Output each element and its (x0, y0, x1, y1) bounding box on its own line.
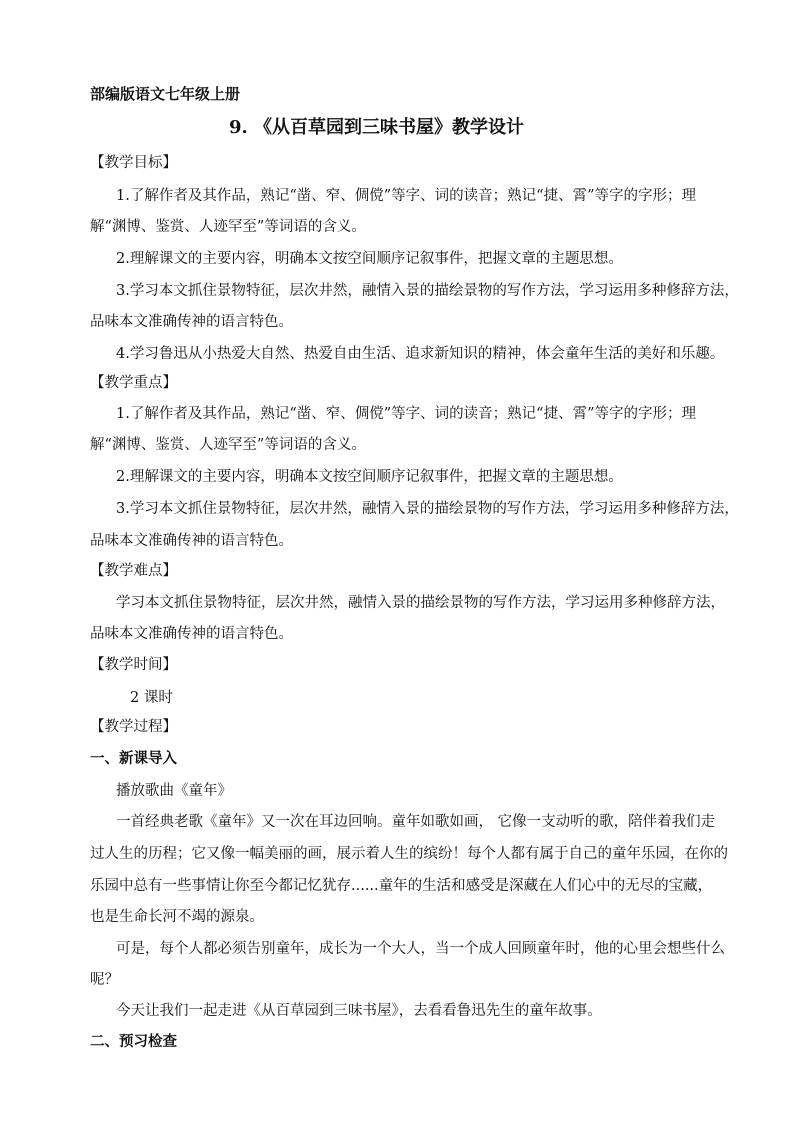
today-intro: 今天让我们一起走进《从百草园到三味书屋》，去看看鲁迅先生的童年故事。 (116, 1003, 602, 1019)
difficulty-line-2: 品味本文准确传神的语言特色。 (90, 626, 293, 642)
section-heading-objectives: 【教学目标】 (90, 155, 177, 171)
objective-2: 2.理解课文的主要内容，明确本文按空间顺序记叙事件，把握文章的主题思想。 (116, 251, 623, 267)
objective-4: 4.学习鲁迅从小热爱大自然、热爱自由生活、追求新知识的精神，体会童年生活的美好和乐趣。 (116, 346, 725, 362)
reflection-line-2: 呢？ (90, 972, 119, 988)
difficulty-line-1: 学习本文抓住景物特征，层次井然，融情入景的描绘景物的写作方法，学习运用多种修辞方法， (116, 595, 725, 611)
objective-1-line-1: 1.了解作者及其作品，熟记“凿、窄、倜傥”等字、词的读音；熟记“捷、霄”等字的字形；理 (116, 188, 696, 204)
intro-song: 播放歌曲《童年》 (116, 783, 232, 799)
intro-paragraph-line-1: 一首经典老歌《童年》又一次在耳边回响。童年如歌如画， 它像一支动听的歌，陪伴着我们走 (116, 814, 716, 830)
objective-1-line-2: 解“渊博、鉴赏、人迹罕至”等词语的含义。 (90, 219, 366, 235)
key-point-3-line-1: 3.学习本文抓住景物特征，层次井然，融情入景的描绘景物的写作方法，学习运用多种修辞方法， (116, 501, 739, 517)
objective-3-line-1: 3.学习本文抓住景物特征，层次井然，融情入景的描绘景物的写作方法，学习运用多种修辞方法， (116, 283, 739, 299)
section-heading-time: 【教学时间】 (90, 657, 177, 673)
teaching-time-value: 2 课时 (130, 690, 173, 706)
page-title: 9. 《从百草园到三味书屋》教学设计 (229, 117, 525, 138)
process-part-2-heading: 二、预习检查 (90, 1033, 177, 1050)
section-heading-difficulties: 【教学难点】 (90, 563, 177, 579)
intro-paragraph-line-2: 过人生的历程；它又像一幅美丽的画，展示着人生的缤纷！每个人都有属于自己的童年乐园，在你的 (90, 846, 728, 862)
key-point-3-line-2: 品味本文准确传神的语言特色。 (90, 533, 293, 549)
key-point-1-line-1: 1.了解作者及其作品，熟记“凿、窄、倜傥”等字、词的读音；熟记“捷、霄”等字的字形；理 (116, 406, 696, 422)
intro-paragraph-line-3: 乐园中总有一些事情让你至今都记忆犹存......童年的生活和感受是深藏在人们心中的无尽的宝藏， (90, 878, 713, 894)
objective-3-line-2: 品味本文准确传神的语言特色。 (90, 314, 293, 330)
section-heading-key-points: 【教学重点】 (90, 375, 177, 391)
intro-paragraph-line-4: 也是生命长河不竭的源泉。 (90, 909, 264, 925)
section-heading-process: 【教学过程】 (90, 719, 177, 735)
process-part-1-heading: 一、新课导入 (90, 750, 177, 767)
reflection-line-1: 可是，每个人都必须告别童年，成长为一个大人，当一个成人回顾童年时，他的心里会想些什么 (116, 941, 725, 957)
series-label: 部编版语文七年级上册 (90, 85, 241, 103)
key-point-1-line-2: 解“渊博、鉴赏、人迹罕至”等词语的含义。 (90, 437, 366, 453)
key-point-2: 2.理解课文的主要内容，明确本文按空间顺序记叙事件，把握文章的主题思想。 (116, 469, 623, 485)
